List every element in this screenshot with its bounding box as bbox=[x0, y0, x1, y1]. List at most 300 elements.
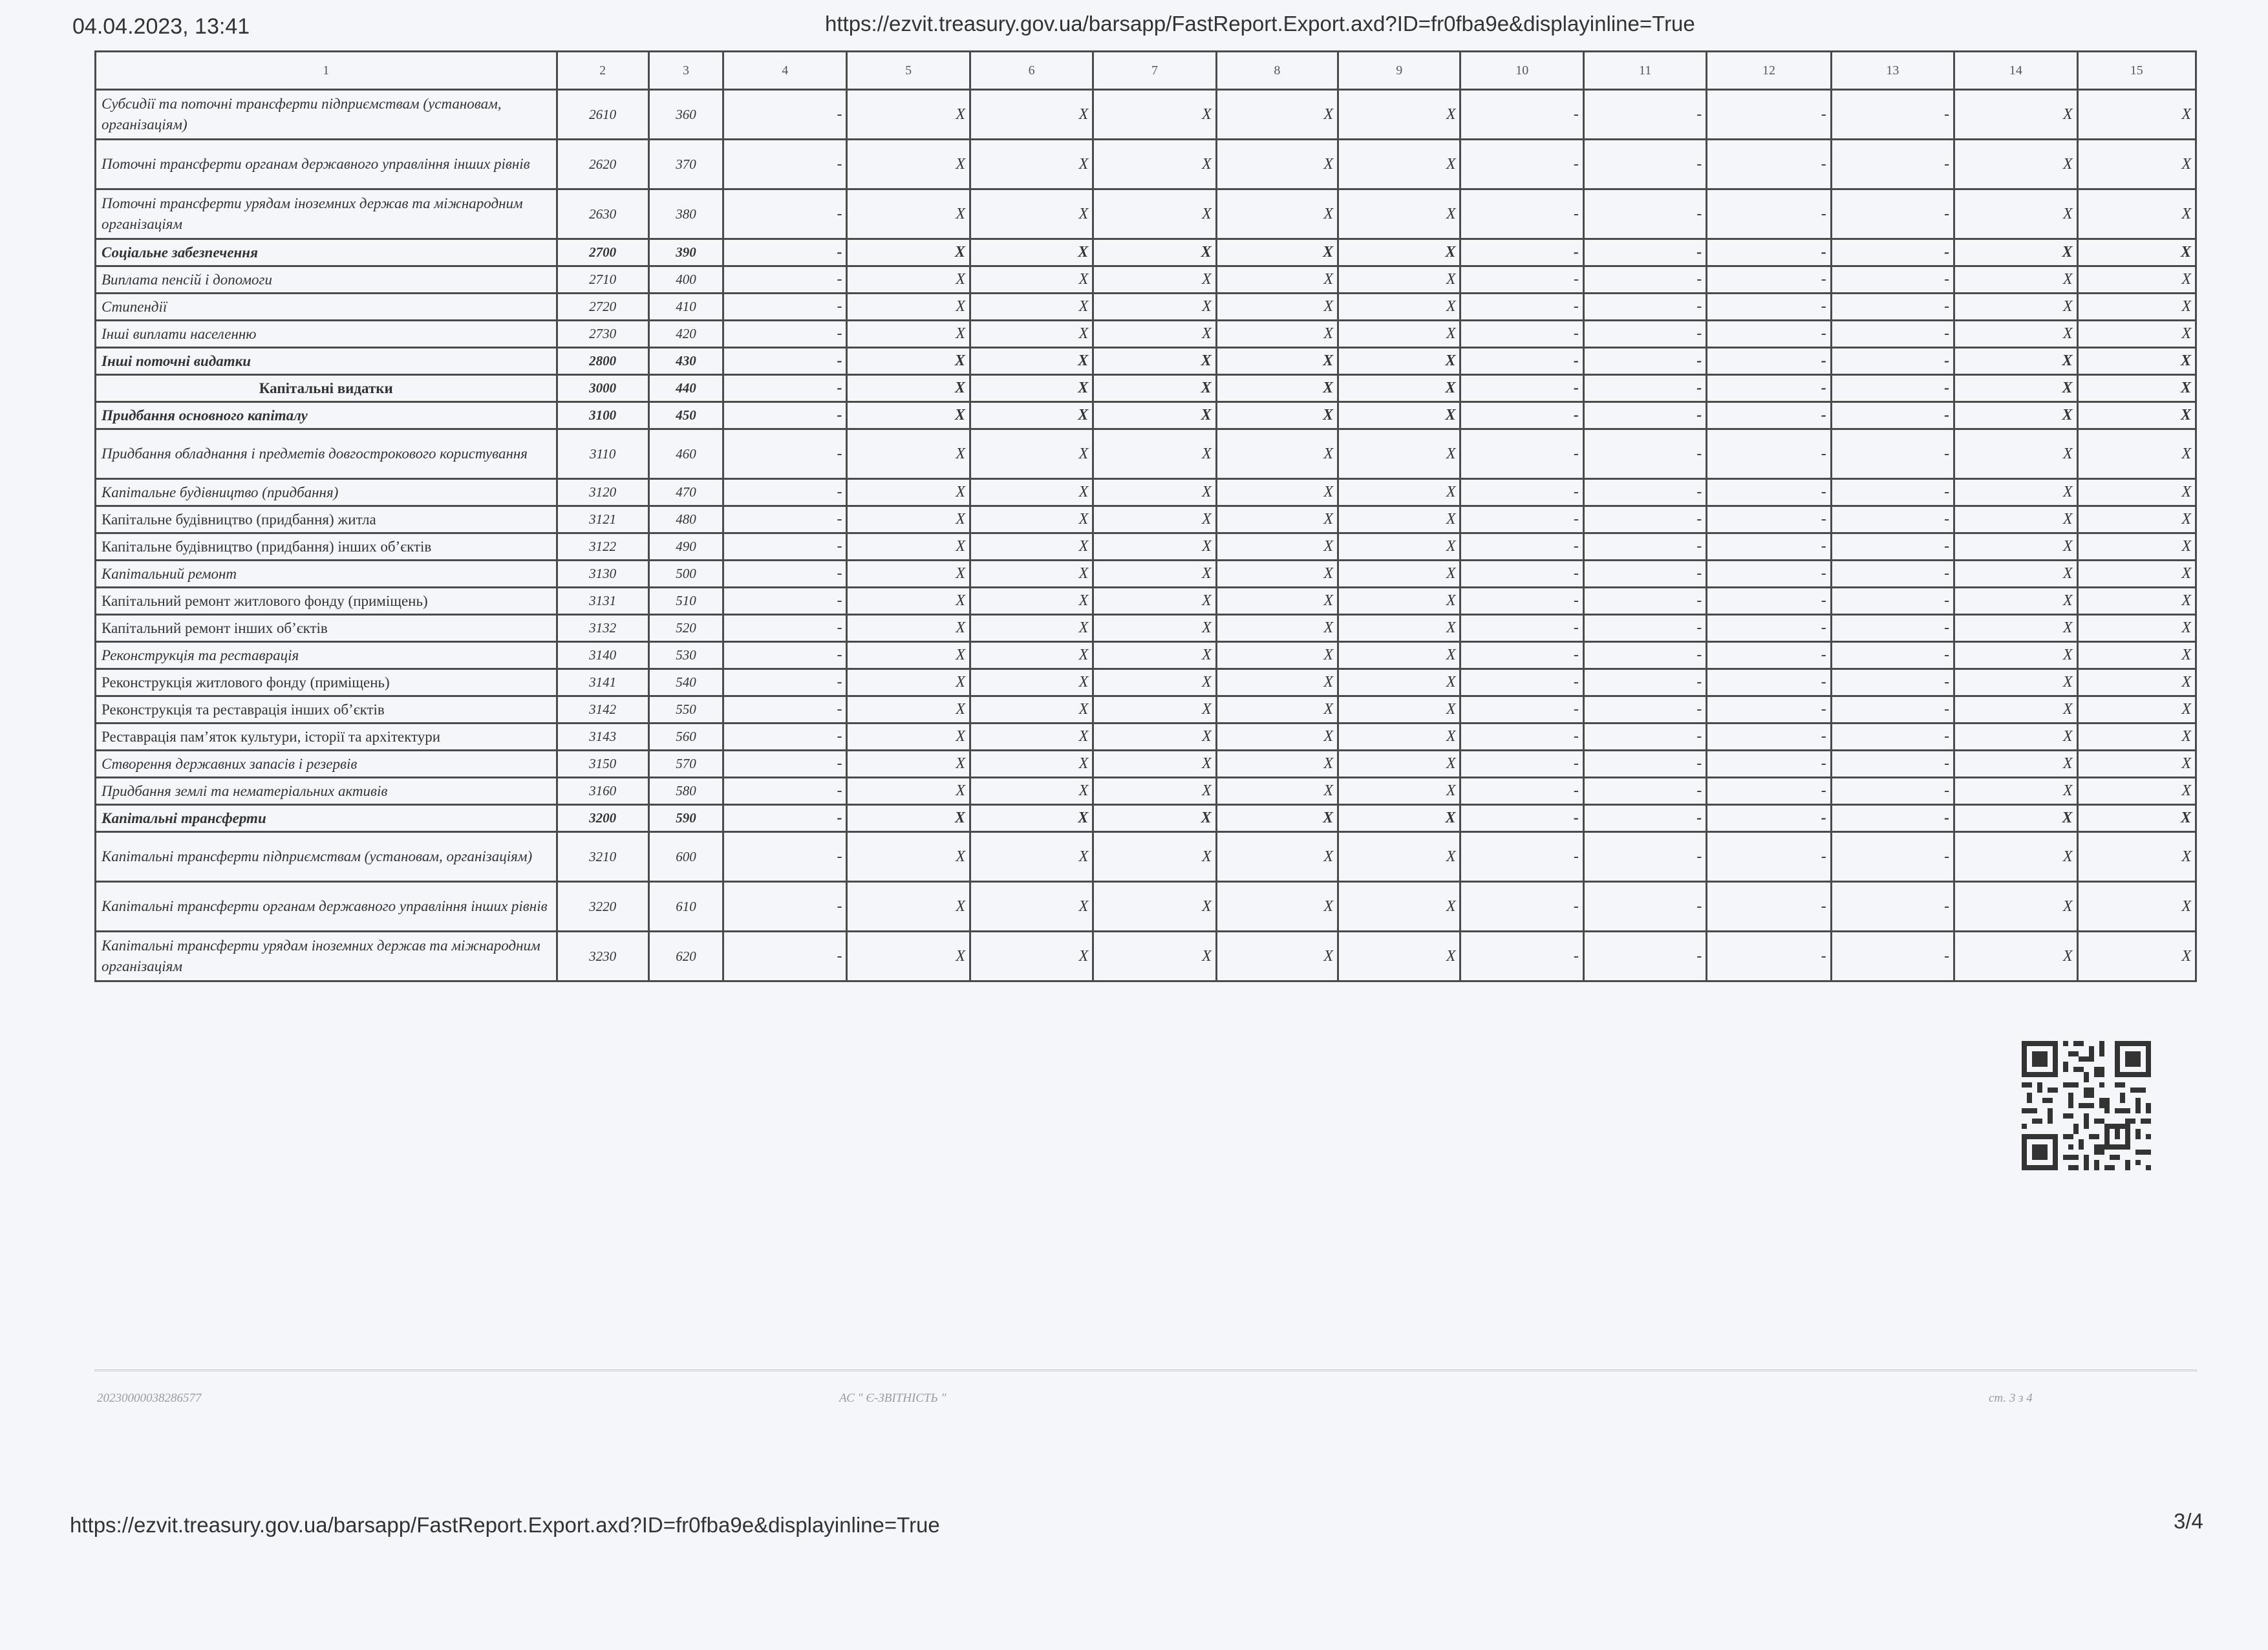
cell-col-15: X bbox=[2077, 615, 2196, 642]
row-line-number: 390 bbox=[648, 239, 723, 266]
cell-col-4: - bbox=[723, 321, 847, 348]
cell-col-8: X bbox=[1216, 832, 1338, 882]
cell-col-14: X bbox=[1954, 140, 2077, 189]
cell-col-12: - bbox=[1707, 506, 1831, 533]
cell-col-12: - bbox=[1707, 751, 1831, 778]
cell-col-9: X bbox=[1338, 533, 1460, 561]
cell-col-6: X bbox=[970, 140, 1093, 189]
cell-col-6: X bbox=[970, 832, 1093, 882]
cell-col-6: X bbox=[970, 805, 1093, 832]
cell-col-11: - bbox=[1583, 479, 1706, 506]
cell-col-9: X bbox=[1338, 588, 1460, 615]
table-row bbox=[96, 615, 2196, 642]
cell-col-7: X bbox=[1093, 140, 1216, 189]
cell-col-7: X bbox=[1093, 588, 1216, 615]
cell-col-8: X bbox=[1216, 239, 1338, 266]
cell-col-14: X bbox=[1954, 294, 2077, 321]
cell-col-4: - bbox=[723, 805, 847, 832]
cell-col-5: X bbox=[847, 429, 970, 479]
cell-col-5: X bbox=[847, 506, 970, 533]
cell-col-6: X bbox=[970, 321, 1093, 348]
cell-col-6: X bbox=[970, 348, 1093, 375]
cell-col-5: X bbox=[847, 189, 970, 239]
cell-col-8: X bbox=[1216, 642, 1338, 669]
cell-col-14: X bbox=[1954, 588, 2077, 615]
cell-col-10: - bbox=[1460, 189, 1583, 239]
cell-col-11: - bbox=[1583, 932, 1706, 981]
cell-col-4: - bbox=[723, 588, 847, 615]
table-row bbox=[96, 642, 2196, 669]
row-code: 3100 bbox=[557, 402, 648, 429]
cell-col-15: X bbox=[2077, 90, 2196, 140]
cell-col-6: X bbox=[970, 402, 1093, 429]
row-name: Інші виплати населенню bbox=[96, 321, 557, 348]
report-table bbox=[94, 50, 2197, 982]
cell-col-9: X bbox=[1338, 561, 1460, 588]
cell-col-7: X bbox=[1093, 882, 1216, 932]
row-line-number: 510 bbox=[648, 588, 723, 615]
cell-col-12: - bbox=[1707, 832, 1831, 882]
cell-col-10: - bbox=[1460, 375, 1583, 402]
cell-col-10: - bbox=[1460, 882, 1583, 932]
row-name: Капітальне будівництво (придбання) інших об’єктів bbox=[96, 533, 557, 561]
cell-col-6: X bbox=[970, 615, 1093, 642]
cell-col-4: - bbox=[723, 239, 847, 266]
cell-col-7: X bbox=[1093, 321, 1216, 348]
cell-col-14: X bbox=[1954, 561, 2077, 588]
cell-col-7: X bbox=[1093, 778, 1216, 805]
cell-col-5: X bbox=[847, 696, 970, 723]
cell-col-9: X bbox=[1338, 239, 1460, 266]
cell-col-11: - bbox=[1583, 189, 1706, 239]
cell-col-6: X bbox=[970, 932, 1093, 981]
cell-col-14: X bbox=[1954, 375, 2077, 402]
cell-col-12: - bbox=[1707, 615, 1831, 642]
table-row bbox=[96, 696, 2196, 723]
cell-col-6: X bbox=[970, 588, 1093, 615]
cell-col-7: X bbox=[1093, 642, 1216, 669]
cell-col-5: X bbox=[847, 402, 970, 429]
column-header-2: 2 bbox=[557, 52, 648, 90]
cell-col-9: X bbox=[1338, 375, 1460, 402]
cell-col-10: - bbox=[1460, 294, 1583, 321]
row-code: 3120 bbox=[557, 479, 648, 506]
cell-col-12: - bbox=[1707, 669, 1831, 696]
cell-col-5: X bbox=[847, 615, 970, 642]
row-name: Реставрація пам’яток культури, історії та архітектури bbox=[96, 723, 557, 751]
row-code: 2730 bbox=[557, 321, 648, 348]
cell-col-13: - bbox=[1831, 402, 1954, 429]
row-code: 3200 bbox=[557, 805, 648, 832]
cell-col-9: X bbox=[1338, 479, 1460, 506]
row-line-number: 400 bbox=[648, 266, 723, 294]
cell-col-13: - bbox=[1831, 723, 1954, 751]
cell-col-7: X bbox=[1093, 805, 1216, 832]
column-header-5: 5 bbox=[847, 52, 970, 90]
print-header-url: https://ezvit.treasury.gov.ua/barsapp/FastReport.Export.axd?ID=fr0fba9e&displayinline=True bbox=[825, 12, 1695, 36]
cell-col-15: X bbox=[2077, 778, 2196, 805]
cell-col-10: - bbox=[1460, 778, 1583, 805]
row-name: Соціальне забезпечення bbox=[96, 239, 557, 266]
cell-col-11: - bbox=[1583, 266, 1706, 294]
row-name: Капітальне будівництво (придбання) житла bbox=[96, 506, 557, 533]
print-footer-url: https://ezvit.treasury.gov.ua/barsapp/FastReport.Export.axd?ID=fr0fba9e&displayinline=True bbox=[70, 1513, 940, 1537]
row-line-number: 560 bbox=[648, 723, 723, 751]
cell-col-5: X bbox=[847, 588, 970, 615]
column-header-row bbox=[96, 52, 2196, 90]
cell-col-9: X bbox=[1338, 348, 1460, 375]
cell-col-8: X bbox=[1216, 479, 1338, 506]
row-name: Виплата пенсій і допомоги bbox=[96, 266, 557, 294]
cell-col-9: X bbox=[1338, 882, 1460, 932]
row-name: Створення державних запасів і резервів bbox=[96, 751, 557, 778]
cell-col-8: X bbox=[1216, 294, 1338, 321]
table-row bbox=[96, 429, 2196, 479]
cell-col-7: X bbox=[1093, 266, 1216, 294]
cell-col-11: - bbox=[1583, 832, 1706, 882]
cell-col-7: X bbox=[1093, 189, 1216, 239]
cell-col-5: X bbox=[847, 669, 970, 696]
cell-col-7: X bbox=[1093, 561, 1216, 588]
cell-col-6: X bbox=[970, 778, 1093, 805]
cell-col-8: X bbox=[1216, 805, 1338, 832]
cell-col-4: - bbox=[723, 348, 847, 375]
row-name: Придбання обладнання і предметів довгострокового користування bbox=[96, 429, 557, 479]
row-code: 3150 bbox=[557, 751, 648, 778]
cell-col-5: X bbox=[847, 375, 970, 402]
table-row bbox=[96, 375, 2196, 402]
column-header-11: 11 bbox=[1583, 52, 1706, 90]
cell-col-4: - bbox=[723, 189, 847, 239]
cell-col-15: X bbox=[2077, 882, 2196, 932]
cell-col-8: X bbox=[1216, 882, 1338, 932]
cell-col-11: - bbox=[1583, 561, 1706, 588]
print-footer-page: 3/4 bbox=[2174, 1509, 2203, 1533]
cell-col-13: - bbox=[1831, 832, 1954, 882]
cell-col-15: X bbox=[2077, 140, 2196, 189]
column-header-14: 14 bbox=[1954, 52, 2077, 90]
row-line-number: 620 bbox=[648, 932, 723, 981]
cell-col-11: - bbox=[1583, 348, 1706, 375]
cell-col-4: - bbox=[723, 533, 847, 561]
cell-col-10: - bbox=[1460, 321, 1583, 348]
cell-col-6: X bbox=[970, 375, 1093, 402]
cell-col-9: X bbox=[1338, 294, 1460, 321]
cell-col-7: X bbox=[1093, 506, 1216, 533]
cell-col-4: - bbox=[723, 669, 847, 696]
cell-col-10: - bbox=[1460, 506, 1583, 533]
column-header-9: 9 bbox=[1338, 52, 1460, 90]
cell-col-13: - bbox=[1831, 375, 1954, 402]
cell-col-6: X bbox=[970, 294, 1093, 321]
cell-col-13: - bbox=[1831, 669, 1954, 696]
cell-col-8: X bbox=[1216, 189, 1338, 239]
cell-col-11: - bbox=[1583, 723, 1706, 751]
row-code: 2710 bbox=[557, 266, 648, 294]
cell-col-6: X bbox=[970, 90, 1093, 140]
cell-col-4: - bbox=[723, 932, 847, 981]
row-code: 3130 bbox=[557, 561, 648, 588]
cell-col-11: - bbox=[1583, 751, 1706, 778]
row-name: Капітальні трансферти органам державного управління інших рівнів bbox=[96, 882, 557, 932]
cell-col-15: X bbox=[2077, 189, 2196, 239]
cell-col-11: - bbox=[1583, 90, 1706, 140]
row-line-number: 520 bbox=[648, 615, 723, 642]
cell-col-4: - bbox=[723, 266, 847, 294]
row-code: 3220 bbox=[557, 882, 648, 932]
cell-col-4: - bbox=[723, 506, 847, 533]
table-row bbox=[96, 669, 2196, 696]
cell-col-7: X bbox=[1093, 402, 1216, 429]
cell-col-5: X bbox=[847, 751, 970, 778]
row-name: Субсидії та поточні трансферти підприємствам (установам, організаціям) bbox=[96, 90, 557, 140]
table-row bbox=[96, 751, 2196, 778]
cell-col-10: - bbox=[1460, 832, 1583, 882]
cell-col-4: - bbox=[723, 832, 847, 882]
cell-col-9: X bbox=[1338, 429, 1460, 479]
cell-col-12: - bbox=[1707, 429, 1831, 479]
column-header-7: 7 bbox=[1093, 52, 1216, 90]
cell-col-4: - bbox=[723, 778, 847, 805]
row-code: 2720 bbox=[557, 294, 648, 321]
cell-col-9: X bbox=[1338, 266, 1460, 294]
cell-col-7: X bbox=[1093, 696, 1216, 723]
cell-col-11: - bbox=[1583, 642, 1706, 669]
cell-col-10: - bbox=[1460, 140, 1583, 189]
table-row bbox=[96, 189, 2196, 239]
cell-col-8: X bbox=[1216, 90, 1338, 140]
cell-col-5: X bbox=[847, 90, 970, 140]
cell-col-15: X bbox=[2077, 751, 2196, 778]
cell-col-12: - bbox=[1707, 778, 1831, 805]
cell-col-8: X bbox=[1216, 588, 1338, 615]
row-code: 3132 bbox=[557, 615, 648, 642]
cell-col-14: X bbox=[1954, 669, 2077, 696]
cell-col-11: - bbox=[1583, 778, 1706, 805]
cell-col-5: X bbox=[847, 561, 970, 588]
row-code: 2620 bbox=[557, 140, 648, 189]
table-row bbox=[96, 479, 2196, 506]
column-header-8: 8 bbox=[1216, 52, 1338, 90]
table-row bbox=[96, 321, 2196, 348]
cell-col-15: X bbox=[2077, 533, 2196, 561]
cell-col-4: - bbox=[723, 751, 847, 778]
cell-col-14: X bbox=[1954, 533, 2077, 561]
cell-col-10: - bbox=[1460, 479, 1583, 506]
cell-col-11: - bbox=[1583, 140, 1706, 189]
cell-col-11: - bbox=[1583, 588, 1706, 615]
row-line-number: 610 bbox=[648, 882, 723, 932]
cell-col-11: - bbox=[1583, 533, 1706, 561]
row-code: 3160 bbox=[557, 778, 648, 805]
table-row bbox=[96, 832, 2196, 882]
cell-col-4: - bbox=[723, 479, 847, 506]
footer-page-number: ст. 3 з 4 bbox=[1989, 1391, 2033, 1405]
cell-col-6: X bbox=[970, 882, 1093, 932]
footer-divider bbox=[94, 1369, 2197, 1371]
row-line-number: 470 bbox=[648, 479, 723, 506]
cell-col-12: - bbox=[1707, 321, 1831, 348]
cell-col-6: X bbox=[970, 642, 1093, 669]
cell-col-7: X bbox=[1093, 751, 1216, 778]
row-name: Придбання землі та нематеріальних активів bbox=[96, 778, 557, 805]
cell-col-14: X bbox=[1954, 348, 2077, 375]
cell-col-8: X bbox=[1216, 696, 1338, 723]
row-code: 3210 bbox=[557, 832, 648, 882]
report-table-container bbox=[94, 50, 2197, 982]
cell-col-12: - bbox=[1707, 533, 1831, 561]
cell-col-9: X bbox=[1338, 140, 1460, 189]
cell-col-12: - bbox=[1707, 189, 1831, 239]
row-name: Капітальні трансферти підприємствам (установам, організаціям) bbox=[96, 832, 557, 882]
cell-col-6: X bbox=[970, 239, 1093, 266]
cell-col-12: - bbox=[1707, 588, 1831, 615]
table-row bbox=[96, 90, 2196, 140]
cell-col-13: - bbox=[1831, 751, 1954, 778]
cell-col-15: X bbox=[2077, 588, 2196, 615]
cell-col-10: - bbox=[1460, 402, 1583, 429]
cell-col-7: X bbox=[1093, 375, 1216, 402]
row-line-number: 430 bbox=[648, 348, 723, 375]
cell-col-4: - bbox=[723, 696, 847, 723]
row-name: Реконструкція та реставрація інших об’єктів bbox=[96, 696, 557, 723]
cell-col-9: X bbox=[1338, 723, 1460, 751]
table-row bbox=[96, 140, 2196, 189]
cell-col-13: - bbox=[1831, 642, 1954, 669]
print-header-datetime: 04.04.2023, 13:41 bbox=[72, 14, 250, 39]
cell-col-9: X bbox=[1338, 90, 1460, 140]
cell-col-13: - bbox=[1831, 479, 1954, 506]
cell-col-14: X bbox=[1954, 402, 2077, 429]
cell-col-12: - bbox=[1707, 723, 1831, 751]
cell-col-15: X bbox=[2077, 321, 2196, 348]
cell-col-14: X bbox=[1954, 239, 2077, 266]
cell-col-15: X bbox=[2077, 832, 2196, 882]
cell-col-10: - bbox=[1460, 348, 1583, 375]
row-line-number: 410 bbox=[648, 294, 723, 321]
cell-col-8: X bbox=[1216, 140, 1338, 189]
cell-col-13: - bbox=[1831, 588, 1954, 615]
row-line-number: 450 bbox=[648, 402, 723, 429]
cell-col-4: - bbox=[723, 882, 847, 932]
row-code: 3131 bbox=[557, 588, 648, 615]
cell-col-8: X bbox=[1216, 402, 1338, 429]
row-line-number: 580 bbox=[648, 778, 723, 805]
cell-col-10: - bbox=[1460, 642, 1583, 669]
cell-col-14: X bbox=[1954, 642, 2077, 669]
cell-col-9: X bbox=[1338, 669, 1460, 696]
cell-col-15: X bbox=[2077, 294, 2196, 321]
table-row bbox=[96, 805, 2196, 832]
cell-col-10: - bbox=[1460, 429, 1583, 479]
row-name: Придбання основного капіталу bbox=[96, 402, 557, 429]
cell-col-15: X bbox=[2077, 402, 2196, 429]
cell-col-9: X bbox=[1338, 402, 1460, 429]
cell-col-8: X bbox=[1216, 506, 1338, 533]
cell-col-5: X bbox=[847, 321, 970, 348]
cell-col-14: X bbox=[1954, 479, 2077, 506]
cell-col-8: X bbox=[1216, 723, 1338, 751]
row-line-number: 600 bbox=[648, 832, 723, 882]
cell-col-4: - bbox=[723, 615, 847, 642]
cell-col-11: - bbox=[1583, 669, 1706, 696]
table-row bbox=[96, 239, 2196, 266]
cell-col-14: X bbox=[1954, 429, 2077, 479]
row-name: Реконструкція та реставрація bbox=[96, 642, 557, 669]
cell-col-14: X bbox=[1954, 723, 2077, 751]
cell-col-13: - bbox=[1831, 189, 1954, 239]
table-row bbox=[96, 778, 2196, 805]
cell-col-10: - bbox=[1460, 561, 1583, 588]
cell-col-5: X bbox=[847, 239, 970, 266]
cell-col-11: - bbox=[1583, 506, 1706, 533]
cell-col-14: X bbox=[1954, 90, 2077, 140]
cell-col-6: X bbox=[970, 723, 1093, 751]
cell-col-5: X bbox=[847, 932, 970, 981]
row-code: 3140 bbox=[557, 642, 648, 669]
row-code: 3143 bbox=[557, 723, 648, 751]
row-name: Капітальні видатки bbox=[96, 375, 557, 402]
cell-col-6: X bbox=[970, 429, 1093, 479]
row-line-number: 570 bbox=[648, 751, 723, 778]
cell-col-8: X bbox=[1216, 669, 1338, 696]
cell-col-13: - bbox=[1831, 805, 1954, 832]
row-code: 2630 bbox=[557, 189, 648, 239]
row-line-number: 380 bbox=[648, 189, 723, 239]
row-line-number: 420 bbox=[648, 321, 723, 348]
column-header-10: 10 bbox=[1460, 52, 1583, 90]
cell-col-15: X bbox=[2077, 642, 2196, 669]
cell-col-15: X bbox=[2077, 375, 2196, 402]
row-line-number: 590 bbox=[648, 805, 723, 832]
table-row bbox=[96, 506, 2196, 533]
column-header-12: 12 bbox=[1707, 52, 1831, 90]
cell-col-10: - bbox=[1460, 266, 1583, 294]
cell-col-6: X bbox=[970, 479, 1093, 506]
cell-col-15: X bbox=[2077, 348, 2196, 375]
cell-col-5: X bbox=[847, 294, 970, 321]
cell-col-10: - bbox=[1460, 751, 1583, 778]
cell-col-7: X bbox=[1093, 615, 1216, 642]
cell-col-11: - bbox=[1583, 805, 1706, 832]
cell-col-12: - bbox=[1707, 375, 1831, 402]
cell-col-6: X bbox=[970, 696, 1093, 723]
cell-col-15: X bbox=[2077, 266, 2196, 294]
cell-col-7: X bbox=[1093, 294, 1216, 321]
cell-col-12: - bbox=[1707, 642, 1831, 669]
cell-col-13: - bbox=[1831, 90, 1954, 140]
cell-col-13: - bbox=[1831, 561, 1954, 588]
cell-col-4: - bbox=[723, 375, 847, 402]
row-code: 3230 bbox=[557, 932, 648, 981]
column-header-1: 1 bbox=[96, 52, 557, 90]
table-row bbox=[96, 723, 2196, 751]
cell-col-9: X bbox=[1338, 778, 1460, 805]
row-line-number: 530 bbox=[648, 642, 723, 669]
cell-col-15: X bbox=[2077, 805, 2196, 832]
cell-col-13: - bbox=[1831, 932, 1954, 981]
cell-col-15: X bbox=[2077, 239, 2196, 266]
column-header-4: 4 bbox=[723, 52, 847, 90]
column-header-6: 6 bbox=[970, 52, 1093, 90]
cell-col-10: - bbox=[1460, 723, 1583, 751]
cell-col-9: X bbox=[1338, 642, 1460, 669]
cell-col-11: - bbox=[1583, 696, 1706, 723]
table-row bbox=[96, 348, 2196, 375]
cell-col-9: X bbox=[1338, 321, 1460, 348]
cell-col-8: X bbox=[1216, 266, 1338, 294]
cell-col-5: X bbox=[847, 533, 970, 561]
